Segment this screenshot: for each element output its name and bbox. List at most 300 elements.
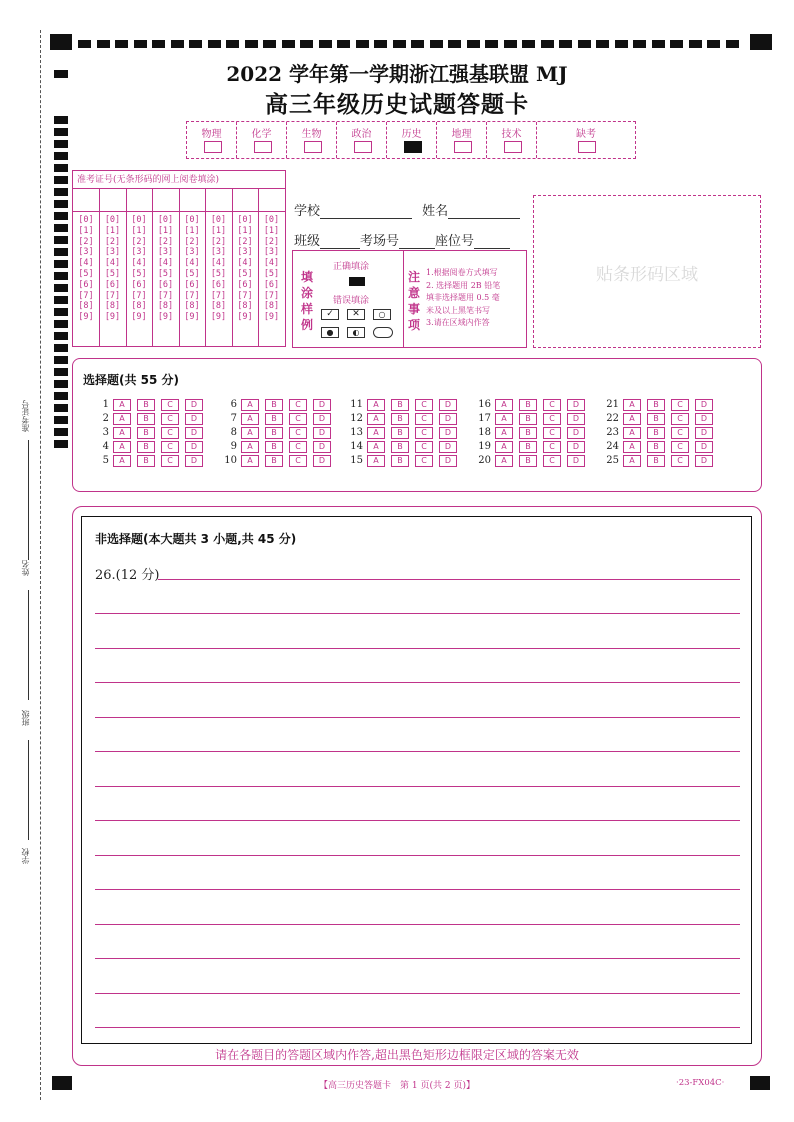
answer-bubble[interactable]: C [415,427,433,439]
subject-checkbox[interactable] [354,141,372,153]
check-mark-icon: ✓ [321,309,339,320]
question-number: 12 [350,413,363,424]
answer-bubble[interactable]: B [137,399,155,411]
answer-bubble[interactable]: C [161,441,179,453]
answer-bubble[interactable]: D [439,427,457,439]
answer-bubble[interactable]: D [567,413,585,425]
answer-bubble[interactable]: C [671,399,689,411]
subject-label: 生物 [301,129,322,140]
answer-bubble[interactable]: C [161,427,179,439]
school-field[interactable] [294,200,520,219]
exam-id-bubble[interactable]: [8] [78,301,94,312]
subject-option[interactable] [187,122,237,158]
exam-id-bubble[interactable]: [8] [184,301,200,312]
question-number: 21 [606,399,619,410]
subject-label: 历史 [401,129,422,140]
answer-bubble[interactable]: D [313,441,331,453]
correct-fill-icon [349,277,365,286]
exam-id-bubble[interactable]: [9] [157,312,174,323]
exam-id-bubble[interactable]: [2] [104,236,121,247]
answer-bubble[interactable]: C [543,399,561,411]
exam-id-bubble[interactable]: [0] [131,215,147,225]
seat-label: 座位号 [435,234,475,249]
answer-bubble[interactable]: D [567,427,585,439]
answer-bubble[interactable]: D [695,455,713,467]
writing-line[interactable] [95,648,740,649]
exam-id-bubble[interactable]: [0] [210,215,227,225]
answer-bubble[interactable]: C [161,399,179,411]
exam-id-title: 准考证号(无条形码的网上阅卷填涂) [73,171,285,189]
writing-line[interactable] [95,717,740,718]
timing-mark [54,248,68,256]
answer-area[interactable] [81,516,752,1044]
answer-bubble[interactable]: A [623,399,641,411]
subject-label: 政治 [351,129,372,140]
answer-bubble[interactable]: D [185,413,203,425]
answer-bubble[interactable]: D [439,455,457,467]
answer-bubble[interactable]: C [415,399,433,411]
exam-id-bubble[interactable]: [8] [157,301,174,312]
timing-mark [54,260,68,268]
writing-line[interactable] [95,958,740,959]
answer-bubble[interactable]: A [623,441,641,453]
answer-bubble[interactable]: A [113,413,131,425]
answer-bubble[interactable]: D [695,413,713,425]
exam-id-bubble[interactable]: [7] [104,290,121,301]
timing-mark [707,40,720,48]
subject-checkbox[interactable] [304,141,322,153]
exam-id-bubble[interactable]: [7] [131,290,147,301]
exam-id-bubble[interactable]: [5] [210,269,227,279]
exam-id-bubble[interactable]: [4] [210,258,227,269]
timing-mark [411,40,424,48]
mcq-question-row [605,413,719,425]
timing-mark [189,40,202,48]
subject-option[interactable] [387,122,437,158]
timing-mark [54,224,68,232]
mcq-question-row [477,413,591,425]
exam-id-bubble[interactable]: [9] [104,312,121,323]
answer-bubble[interactable]: A [241,455,259,467]
timing-mark [448,40,461,48]
subject-option[interactable] [487,122,537,158]
answer-bubble[interactable]: A [367,427,385,439]
exam-id-bubble[interactable]: [3] [184,247,200,258]
answer-bubble[interactable]: C [671,427,689,439]
timing-mark [559,40,572,48]
answer-bubble[interactable]: C [543,427,561,439]
notes-label: 注意事项 [408,270,421,332]
answer-bubble[interactable]: D [313,399,331,411]
exam-id-bubble[interactable]: [6] [78,279,94,290]
answer-bubble[interactable]: C [671,441,689,453]
answer-bubble[interactable]: B [265,455,283,467]
writing-line[interactable] [95,889,740,890]
nonmcq-title: 非选择题(本大题共 3 小题,共 45 分) [95,532,297,546]
writing-line[interactable] [95,682,740,683]
subject-selector [186,121,636,159]
timing-mark [522,40,535,48]
question-number: 7 [230,413,237,424]
answer-bubble[interactable]: C [671,455,689,467]
exam-id-bubble[interactable]: [0] [104,215,121,225]
answer-bubble[interactable]: C [289,441,307,453]
exam-id-bubble[interactable]: [9] [237,312,253,323]
exam-id-bubble[interactable]: [6] [157,279,174,290]
exam-id-bubble[interactable]: [3] [78,247,94,258]
exam-id-bubble[interactable]: [5] [184,269,200,279]
timing-mark [54,368,68,376]
answer-bubble[interactable]: B [519,427,537,439]
subject-checkbox[interactable] [404,141,422,153]
answer-bubble[interactable]: B [391,399,409,411]
subject-checkbox[interactable] [454,141,472,153]
answer-bubble[interactable]: B [265,427,283,439]
question-number: 22 [606,413,619,424]
answer-bubble[interactable]: C [543,413,561,425]
exam-id-bubble[interactable]: [6] [263,279,280,290]
answer-bubble[interactable]: D [185,441,203,453]
answer-bubble[interactable]: B [391,441,409,453]
answer-bubble[interactable]: D [695,427,713,439]
subject-label: 缺考 [576,129,596,140]
subject-option[interactable] [287,122,337,158]
answer-bubble[interactable]: A [367,441,385,453]
subject-checkbox[interactable] [504,141,522,153]
class-label: 班级 [294,234,321,249]
answer-bubble[interactable]: B [265,399,283,411]
exam-id-bubble[interactable]: [4] [131,258,147,269]
exam-id-bubble[interactable]: [6] [210,279,227,290]
writing-line[interactable] [95,786,740,787]
timing-mark [393,40,406,48]
answer-bubble[interactable]: D [567,399,585,411]
answer-bubble[interactable]: A [623,455,641,467]
exam-id-bubble[interactable]: [8] [104,301,121,312]
timing-mark [652,40,665,48]
exam-id-bubble[interactable]: [5] [78,269,94,279]
exam-id-bubble[interactable]: [2] [131,236,147,247]
answer-bubble[interactable]: A [113,399,131,411]
timing-mark [263,40,276,48]
timing-mark [596,40,609,48]
timing-mark [670,40,683,48]
mcq-question-row [605,427,719,439]
timing-mark [134,40,147,48]
exam-id-bubble[interactable]: [3] [131,247,147,258]
exam-id-bubble[interactable]: [5] [237,269,253,279]
answer-bubble[interactable]: A [113,455,131,467]
exam-id-bubble[interactable]: [1] [131,225,147,236]
mcq-question-row [349,441,463,453]
timing-mark [50,34,72,50]
answer-bubble[interactable]: D [185,399,203,411]
side-label-name: 姓名 [21,560,30,576]
answer-bubble[interactable]: D [567,441,585,453]
mcq-question-row [349,399,463,411]
exam-id-bubble[interactable]: [1] [184,225,200,236]
exam-id-bubble[interactable]: [4] [157,258,174,269]
answer-bubble[interactable]: C [543,441,561,453]
exam-id-bubble[interactable]: [1] [104,225,121,236]
answer-bubble[interactable]: A [495,413,513,425]
timing-mark [54,332,68,340]
timing-mark [54,164,68,172]
exam-id-bubble[interactable]: [5] [157,269,174,279]
exam-id-bubble[interactable]: [9] [184,312,200,323]
answer-bubble[interactable]: C [289,455,307,467]
question-number: 17 [478,413,491,424]
question-number: 3 [102,427,109,438]
exam-id-bubble[interactable]: [5] [104,269,121,279]
mcq-question-row [95,413,209,425]
answer-bubble[interactable]: D [313,413,331,425]
answer-bubble[interactable]: A [241,413,259,425]
exam-id-bubble[interactable]: [4] [237,258,253,269]
timing-mark [115,40,128,48]
exam-id-bubble[interactable]: [5] [131,269,147,279]
question-number: 20 [478,455,491,466]
writing-line[interactable] [95,924,740,925]
exam-id-bubble[interactable]: [9] [131,312,147,323]
exam-id-bubble[interactable]: [2] [237,236,253,247]
subject-checkbox[interactable] [578,141,596,153]
exam-id-bubble[interactable]: [3] [210,247,227,258]
side-line [28,740,29,840]
exam-id-bubble[interactable]: [2] [210,236,227,247]
answer-bubble[interactable]: C [289,427,307,439]
exam-id-bubble[interactable]: [8] [237,301,253,312]
answer-bubble[interactable]: B [391,427,409,439]
question-number: 9 [230,441,237,452]
writing-line[interactable] [95,613,740,614]
exam-id-bubble[interactable]: [7] [237,290,253,301]
answer-bubble[interactable]: C [289,413,307,425]
answer-bubble[interactable]: C [543,455,561,467]
answer-bubble[interactable]: A [367,455,385,467]
exam-id-bubble[interactable]: [2] [78,236,94,247]
answer-bubble[interactable]: A [241,441,259,453]
subject-label: 地理 [451,129,472,140]
exam-id-bubble[interactable]: [3] [237,247,253,258]
answer-bubble[interactable]: C [161,455,179,467]
notes-text: 1.根据阅卷方式填写 2. 选择题用 2B 铅笔 填非选择题用 0.5 毫 米及以上黑笔书写 3.请在区域内作答 [426,268,501,327]
timing-mark [54,320,68,328]
answer-bubble[interactable]: D [439,441,457,453]
exam-id-bubble[interactable]: [0] [184,215,200,225]
answer-bubble[interactable]: A [623,427,641,439]
exam-id-bubble[interactable]: [1] [237,225,253,236]
exam-id-bubble[interactable]: [7] [184,290,200,301]
answer-bubble[interactable]: C [415,455,433,467]
answer-bubble[interactable]: B [137,441,155,453]
answer-bubble[interactable]: D [695,399,713,411]
answer-bubble[interactable]: C [671,413,689,425]
answer-bubble[interactable]: A [113,427,131,439]
answer-bubble[interactable]: A [495,399,513,411]
answer-bubble[interactable]: B [647,441,665,453]
exam-id-bubble[interactable]: [1] [263,225,280,236]
mcq-question-row [95,455,209,467]
answer-bubble[interactable]: B [519,455,537,467]
answer-bubble[interactable]: D [313,455,331,467]
mcq-question-row [477,399,591,411]
mcq-question-row [223,399,337,411]
answer-bubble[interactable]: D [567,455,585,467]
exam-id-bubble[interactable]: [7] [78,290,94,301]
answer-bubble[interactable]: B [265,413,283,425]
timing-mark [78,40,91,48]
timing-mark [97,40,110,48]
timing-mark [54,416,68,424]
side-label-school: 学校 [21,848,30,864]
exam-id-bubble[interactable]: [2] [157,236,174,247]
exam-id-bubble[interactable]: [0] [157,215,174,225]
question-number: 2 [102,413,109,424]
writing-line[interactable] [95,751,740,752]
exam-id-bubble[interactable]: [7] [157,290,174,301]
mcq-title: 选择题(共 55 分) [83,373,180,387]
subject-option[interactable] [337,122,387,158]
writing-line[interactable] [158,579,740,580]
answer-bubble[interactable]: A [495,441,513,453]
answer-bubble[interactable]: D [185,455,203,467]
answer-bubble[interactable]: A [495,427,513,439]
exam-id-bubble[interactable]: [4] [78,258,94,269]
question-number: 10 [224,455,237,466]
answer-bubble[interactable]: B [137,427,155,439]
answer-bubble[interactable]: A [367,399,385,411]
exam-id-bubble[interactable]: [8] [131,301,147,312]
exam-id-bubble[interactable]: [8] [210,301,227,312]
exam-id-bubble[interactable]: [4] [184,258,200,269]
answer-bubble[interactable]: D [185,427,203,439]
room-label: 考场号 [360,234,400,249]
writing-line[interactable] [95,993,740,994]
exam-id-bubble[interactable]: [6] [131,279,147,290]
exam-id-bubble[interactable]: [0] [237,215,253,225]
question-number: 4 [102,441,109,452]
mcq-question-row [605,399,719,411]
exam-id-bubble[interactable]: [1] [157,225,174,236]
exam-id-bubble[interactable]: [9] [210,312,227,323]
writing-line[interactable] [95,855,740,856]
answer-bubble[interactable]: B [519,413,537,425]
answer-bubble[interactable]: B [647,427,665,439]
subject-label: 物理 [201,129,222,140]
writing-line[interactable] [95,820,740,821]
exam-id-bubble[interactable]: [6] [237,279,253,290]
answer-bubble[interactable]: B [519,441,537,453]
timing-mark [54,200,68,208]
answer-bubble[interactable]: A [241,399,259,411]
exam-id-bubble[interactable]: [7] [210,290,227,301]
exam-id-bubble[interactable]: [2] [263,236,280,247]
answer-bubble[interactable]: D [695,441,713,453]
answer-bubble[interactable]: B [137,413,155,425]
question-number: 5 [102,455,109,466]
subject-checkbox[interactable] [204,141,222,153]
subject-option[interactable] [437,122,487,158]
exam-id-bubble[interactable]: [3] [104,247,121,258]
question-number: 6 [230,399,237,410]
exam-id-bubble[interactable]: [3] [263,247,280,258]
side-line [28,440,29,560]
exam-id-bubble[interactable]: [3] [157,247,174,258]
answer-bubble[interactable]: A [495,455,513,467]
correct-label: 正确填涂 [333,262,370,272]
side-line [28,590,29,700]
exam-id-bubble[interactable]: [6] [184,279,200,290]
subject-option[interactable] [237,122,287,158]
exam-id-bubble[interactable]: [0] [263,215,280,225]
answer-bubble[interactable]: B [265,441,283,453]
exam-id-bubble[interactable]: [9] [263,312,280,323]
class-field[interactable] [294,230,510,249]
answer-bubble[interactable]: B [647,455,665,467]
exam-id-bubble[interactable]: [4] [263,258,280,269]
timing-mark [171,40,184,48]
writing-line[interactable] [95,1027,740,1028]
exam-id-bubble[interactable]: [1] [78,225,94,236]
answer-bubble[interactable]: A [113,441,131,453]
answer-bubble[interactable]: A [241,427,259,439]
answer-bubble[interactable]: B [137,455,155,467]
answer-bubble[interactable]: B [391,455,409,467]
answer-bubble[interactable]: D [313,427,331,439]
exam-id-bubble[interactable]: [7] [263,290,280,301]
answer-bubble[interactable]: C [415,413,433,425]
question-number: 19 [478,441,491,452]
answer-bubble[interactable]: B [519,399,537,411]
exam-id-bubble[interactable]: [9] [78,312,94,323]
answer-bubble[interactable]: A [367,413,385,425]
exam-id-bubble[interactable]: [8] [263,301,280,312]
question-number: 25 [606,455,619,466]
exam-id-bubble[interactable]: [4] [104,258,121,269]
exam-id-bubble[interactable]: [0] [78,215,94,225]
question-number: 16 [478,399,491,410]
subject-checkbox[interactable] [254,141,272,153]
mcq-question-row [223,441,337,453]
answer-bubble[interactable]: B [647,399,665,411]
exam-id-bubble[interactable]: [5] [263,269,280,279]
partial-mark-icon: ◐ [347,327,365,338]
answer-bubble[interactable]: C [415,441,433,453]
exam-id-bubble[interactable]: [2] [184,236,200,247]
answer-bubble[interactable]: A [623,413,641,425]
timing-mark [54,440,68,448]
answer-bubble[interactable]: B [647,413,665,425]
exam-id-bubble[interactable]: [6] [104,279,121,290]
warning-text: 请在各题目的答题区域内作答,超出黑色矩形边框限定区域的答案无效 [215,1048,579,1062]
mcq-question-row [477,441,591,453]
exam-id-bubble[interactable]: [1] [210,225,227,236]
question-number: 24 [606,441,619,452]
answer-bubble[interactable]: D [439,413,457,425]
answer-bubble[interactable]: D [439,399,457,411]
mcq-question-row [223,455,337,467]
answer-bubble[interactable]: C [161,413,179,425]
timing-mark [54,296,68,304]
mcq-question-row [477,455,591,467]
answer-bubble[interactable]: C [289,399,307,411]
mcq-question-row [95,427,209,439]
subject-option[interactable] [537,122,635,158]
notes-box [402,250,527,348]
answer-bubble[interactable]: B [391,413,409,425]
timing-mark [541,40,554,48]
